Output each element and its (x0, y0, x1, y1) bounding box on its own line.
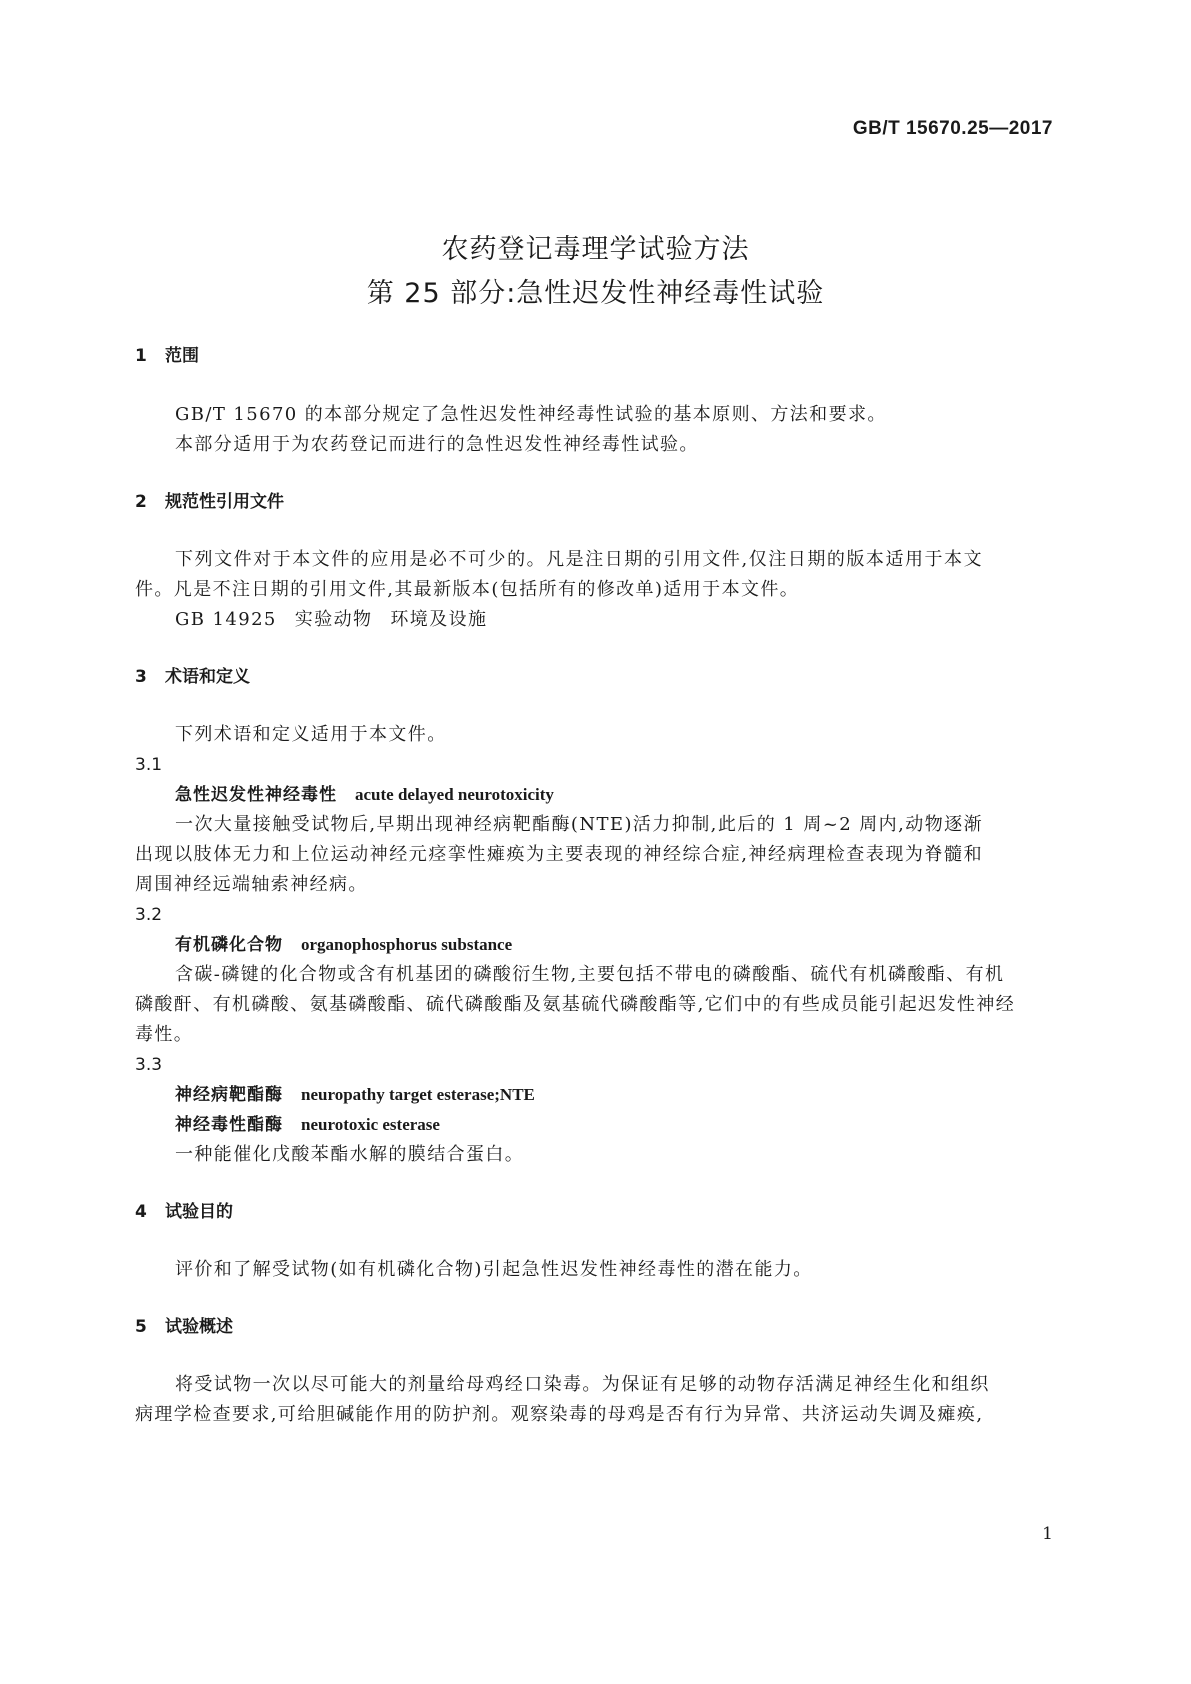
section-5-paragraph-line-2: 病理学检查要求,可给胆碱能作用的防护剂。观察染毒的母鸡是否有行为异常、共济运动失调及瘫痪, (135, 1404, 984, 1425)
section-2-paragraph-line-1: 下列文件对于本文件的应用是必不可少的。凡是注日期的引用文件,仅注日期的版本适用于本文 (175, 549, 983, 570)
section-3-heading (135, 665, 250, 689)
term-english: neurotoxic esterase (301, 1115, 440, 1134)
page-number: 1 (1042, 1524, 1053, 1544)
section-5-heading (135, 1315, 233, 1339)
section-1-paragraph-2: 本部分适用于为农药登记而进行的急性迟发性神经毒性试验。 (175, 434, 699, 455)
reference-title-part-1: 实验动物 (294, 609, 373, 630)
term-3-2 (175, 933, 512, 957)
term-chinese: 神经毒性酯酶 (175, 1115, 283, 1135)
section-number: 3 (135, 667, 147, 687)
term-3-3-definition: 一种能催化戊酸苯酯水解的膜结合蛋白。 (175, 1144, 525, 1165)
section-number: 1 (135, 346, 147, 366)
section-title: 术语和定义 (165, 667, 250, 687)
section-4-heading (135, 1200, 233, 1224)
title-line-2: 第 25 部分:急性迟发性神经毒性试验 (366, 278, 825, 309)
section-number: 5 (135, 1317, 147, 1337)
section-title: 试验概述 (165, 1317, 233, 1337)
term-3-2-definition-line-2: 磷酸酐、有机磷酸、氨基磷酸酯、硫代磷酸酯及氨基硫代磷酸酯等,它们中的有些成员能引起迟发性神经 (135, 994, 1016, 1015)
term-english: acute delayed neurotoxicity (355, 785, 554, 804)
title-line-1: 农药登记毒理学试验方法 (441, 234, 750, 265)
term-3-1-definition-line-2: 出现以肢体无力和上位运动神经元痉挛性瘫痪为主要表现的神经综合症,神经病理检查表现为脊髓和 (135, 844, 983, 865)
term-3-3 (175, 1083, 535, 1107)
term-3-3-synonym (175, 1113, 440, 1137)
section-number: 4 (135, 1202, 147, 1222)
section-3-intro: 下列术语和定义适用于本文件。 (175, 724, 447, 745)
section-title: 范围 (165, 346, 199, 366)
term-3-1 (175, 783, 554, 807)
section-5-paragraph-line-1: 将受试物一次以尽可能大的剂量给母鸡经口染毒。为保证有足够的动物存活满足神经生化和组织 (175, 1374, 990, 1395)
section-title: 规范性引用文件 (165, 492, 284, 512)
section-number: 2 (135, 492, 147, 512)
section-title: 试验目的 (165, 1202, 233, 1222)
term-3-1-number: 3.1 (135, 755, 163, 775)
term-3-1-definition-line-1: 一次大量接触受试物后,早期出现神经病靶酯酶(NTE)活力抑制,此后的 1 周~2 周内,动物逐渐 (175, 814, 983, 835)
section-1-heading (135, 344, 199, 368)
section-2-heading (135, 490, 284, 514)
reference-title-part-2: 环境及设施 (390, 609, 488, 630)
section-2-paragraph-line-2: 件。凡是不注日期的引用文件,其最新版本(包括所有的修改单)适用于本文件。 (135, 579, 800, 600)
section-4-paragraph: 评价和了解受试物(如有机磷化合物)引起急性迟发性神经毒性的潜在能力。 (175, 1259, 813, 1280)
section-1-paragraph-1: GB/T 15670 的本部分规定了急性迟发性神经毒性试验的基本原则、方法和要求。 (175, 404, 887, 425)
term-chinese: 急性迟发性神经毒性 (175, 785, 337, 805)
term-english: organophosphorus substance (301, 935, 513, 954)
term-3-2-definition-line-1: 含碳-磷键的化合物或含有机基团的磷酸衍生物,主要包括不带电的磷酸酯、硫代有机磷酸酯、有机 (175, 964, 1005, 985)
term-3-2-definition-line-3: 毒性。 (135, 1024, 194, 1045)
term-english: neuropathy target esterase;NTE (301, 1085, 535, 1104)
term-3-1-definition-line-3: 周围神经远端轴索神经病。 (135, 874, 368, 895)
term-chinese: 有机磷化合物 (175, 935, 283, 955)
standard-code: GB/T 15670.25—2017 (852, 118, 1053, 139)
term-3-3-number: 3.3 (135, 1055, 163, 1075)
term-chinese: 神经病靶酯酶 (175, 1085, 283, 1105)
reference-code: GB 14925 (175, 609, 277, 630)
term-3-2-number: 3.2 (135, 905, 163, 925)
normative-reference (175, 608, 487, 632)
